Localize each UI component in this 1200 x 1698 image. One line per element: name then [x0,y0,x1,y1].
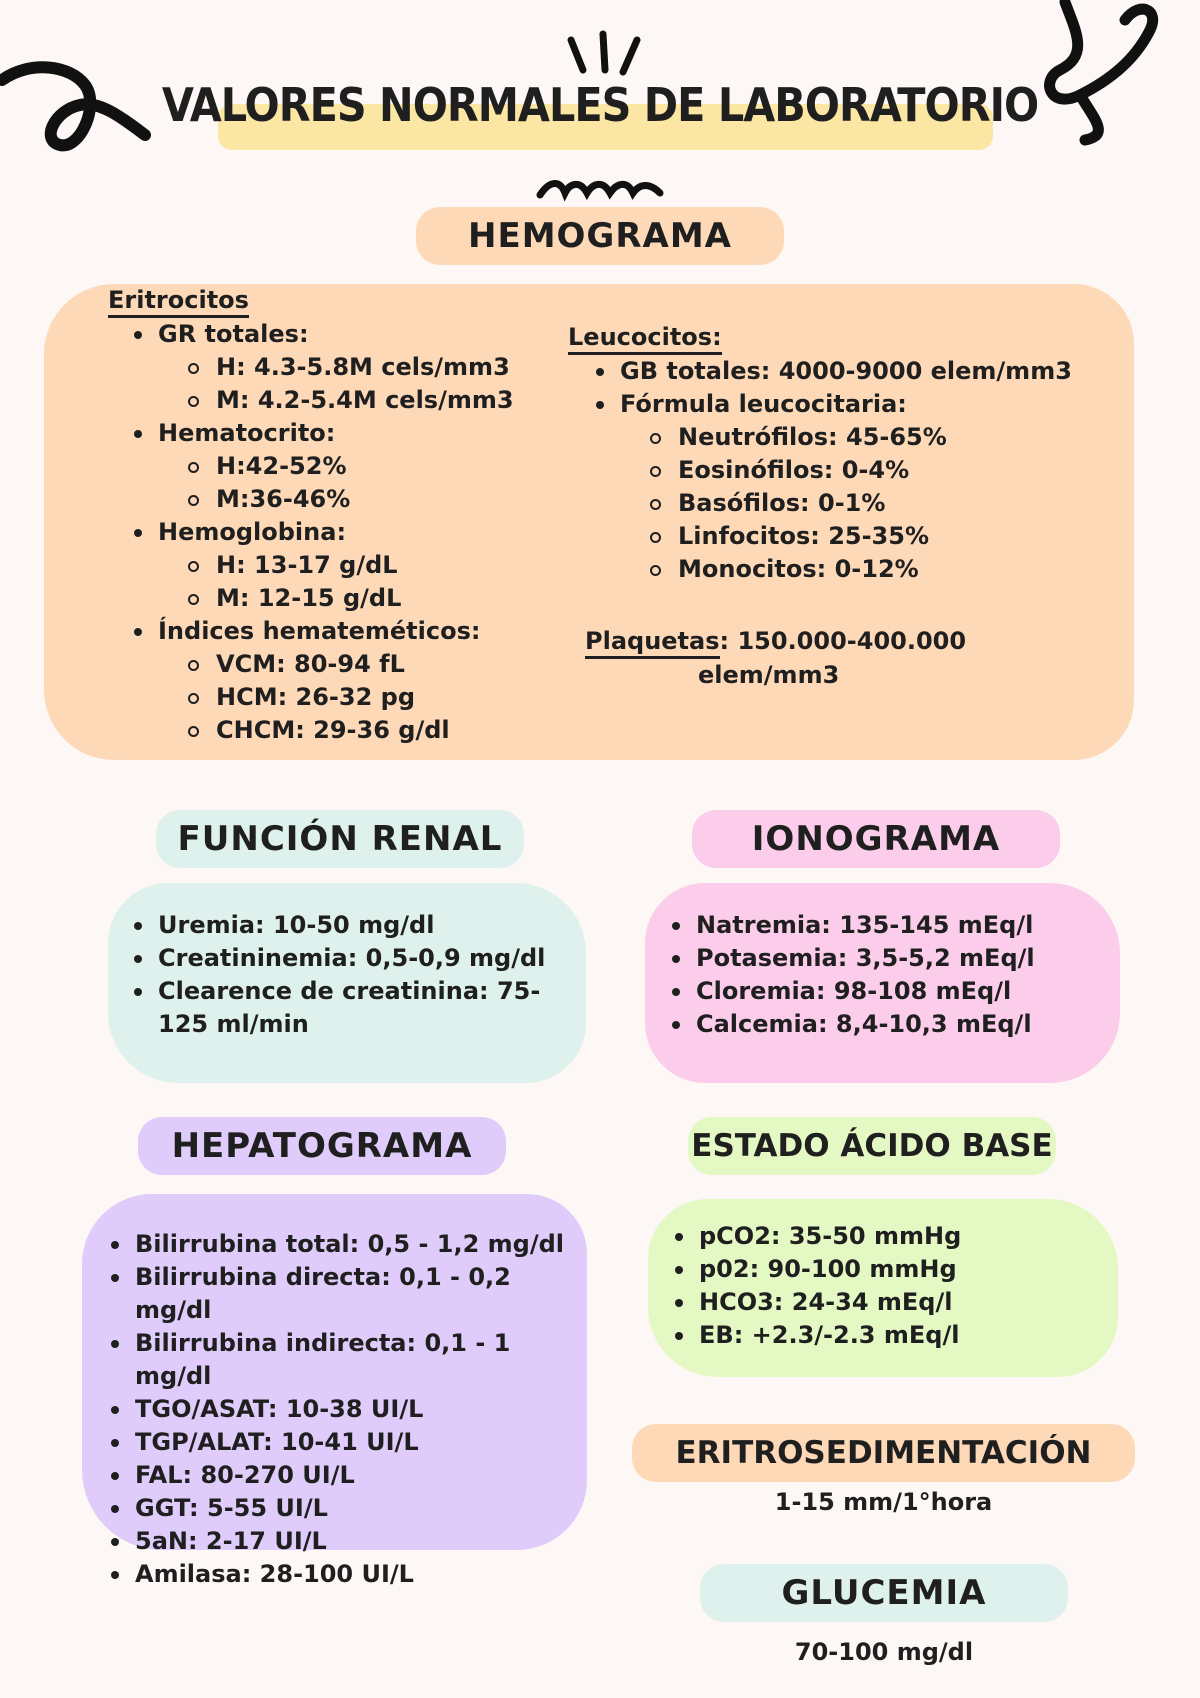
hematocrito-item: Hematocrito: H:42-52% M:36-46% [130,417,578,516]
ionograma-list [668,909,1108,1041]
eritrocitos-section [108,285,578,747]
gr-totales-item: GR totales: H: 4.3-5.8M cels/mm3 M: 4.2-5.4M cels/mm3 [130,318,578,417]
eritrosedimentacion-title: ERITROSEDIMENTACIÓN [632,1424,1135,1482]
ionograma-title: IONOGRAMA [692,810,1060,868]
list-item: 5aN: 2-17 UI/L [107,1525,587,1558]
hto-mujer-item: M:36-46% [188,483,578,516]
glucemia-value: 70-100 mg/dl [794,1638,974,1666]
neutrofilos-item: Neutrófilos: 45-65% [650,421,1108,454]
vcm-item: VCM: 80-94 fL [188,648,578,681]
list-item: Bilirrubina directa: 0,1 - 0,2 mg/dl [107,1261,587,1327]
plaquetas-unit: elem/mm3 [698,661,840,689]
list-item: Amilasa: 28-100 UI/L [107,1558,587,1591]
hemograma-title: HEMOGRAMA [416,207,784,265]
squiggle-doodle [535,175,665,205]
list-item: FAL: 80-270 UI/L [107,1459,587,1492]
acido-base-title: ESTADO ÁCIDO BASE [688,1117,1056,1175]
list-item: Clearence de creatinina: 75-125 ml/min [130,975,570,1041]
gr-mujer-item: M: 4.2-5.4M cels/mm3 [188,384,578,417]
list-item: Bilirrubina indirecta: 0,1 - 1 mg/dl [107,1327,587,1393]
acido-base-list [671,1220,1111,1352]
chcm-item: CHCM: 29-36 g/dl [188,714,578,747]
eritrocitos-heading: Eritrocitos [108,285,249,318]
renal-list [130,909,570,1041]
gb-totales-item: GB totales: 4000-9000 elem/mm3 [592,355,1108,388]
list-item: EB: +2.3/-2.3 mEq/l [671,1319,1111,1352]
hcm-item: HCM: 26-32 pg [188,681,578,714]
list-item: TGO/ASAT: 10-38 UI/L [107,1393,587,1426]
plaquetas-label: Plaquetas [585,626,720,659]
list-item: Natremia: 135-145 mEq/l [668,909,1108,942]
list-item: TGP/ALAT: 10-41 UI/L [107,1426,587,1459]
eritrosedimentacion-value: 1-15 mm/1°hora [774,1488,993,1516]
list-item: HCO3: 24-34 mEq/l [671,1286,1111,1319]
list-item: Uremia: 10-50 mg/dl [130,909,570,942]
formula-item: Fórmula leucocitaria: Neutrófilos: 45-65% Eosinófilos: 0-4% Basófilos: 0-1% Linfocitos: 25-35% Monocitos: 0-12% [592,388,1108,586]
list-item: pCO2: 35-50 mmHg [671,1220,1111,1253]
plaquetas-value: : 150.000-400.000 [719,627,967,655]
list-item: Calcemia: 8,4-10,3 mEq/l [668,1008,1108,1041]
hemoglobina-item: Hemoglobina: H: 13-17 g/dL M: 12-15 g/dL [130,516,578,615]
list-item: GGT: 5-55 UI/L [107,1492,587,1525]
list-item: Bilirrubina total: 0,5 - 1,2 mg/dl [107,1228,587,1261]
leucocitos-heading: Leucocitos: [568,322,722,355]
gr-hombre-item: H: 4.3-5.8M cels/mm3 [188,351,578,384]
renal-title: FUNCIÓN RENAL [156,810,524,868]
hb-mujer-item: M: 12-15 g/dL [188,582,578,615]
page-title: VALORES NORMALES DE LABORATORIO [161,78,1039,132]
basofilos-item: Basófilos: 0-1% [650,487,1108,520]
plaquetas-section [585,625,985,692]
list-item: Creatininemia: 0,5-0,9 mg/dl [130,942,570,975]
hto-hombre-item: H:42-52% [188,450,578,483]
eosinofilos-item: Eosinófilos: 0-4% [650,454,1108,487]
leucocitos-section [568,322,1108,586]
list-item: Cloremia: 98-108 mEq/l [668,975,1108,1008]
list-item: p02: 90-100 mmHg [671,1253,1111,1286]
hb-hombre-item: H: 13-17 g/dL [188,549,578,582]
hepatograma-list [107,1228,587,1591]
linfocitos-item: Linfocitos: 25-35% [650,520,1108,553]
monocitos-item: Monocitos: 0-12% [650,553,1108,586]
indices-item: Índices hemateméticos: VCM: 80-94 fL HCM: 26-32 pg CHCM: 29-36 g/dl [130,615,578,747]
glucemia-title: GLUCEMIA [700,1564,1068,1622]
list-item: Potasemia: 3,5-5,2 mEq/l [668,942,1108,975]
hepatograma-title: HEPATOGRAMA [138,1117,506,1175]
sparkle-doodle [565,30,645,80]
